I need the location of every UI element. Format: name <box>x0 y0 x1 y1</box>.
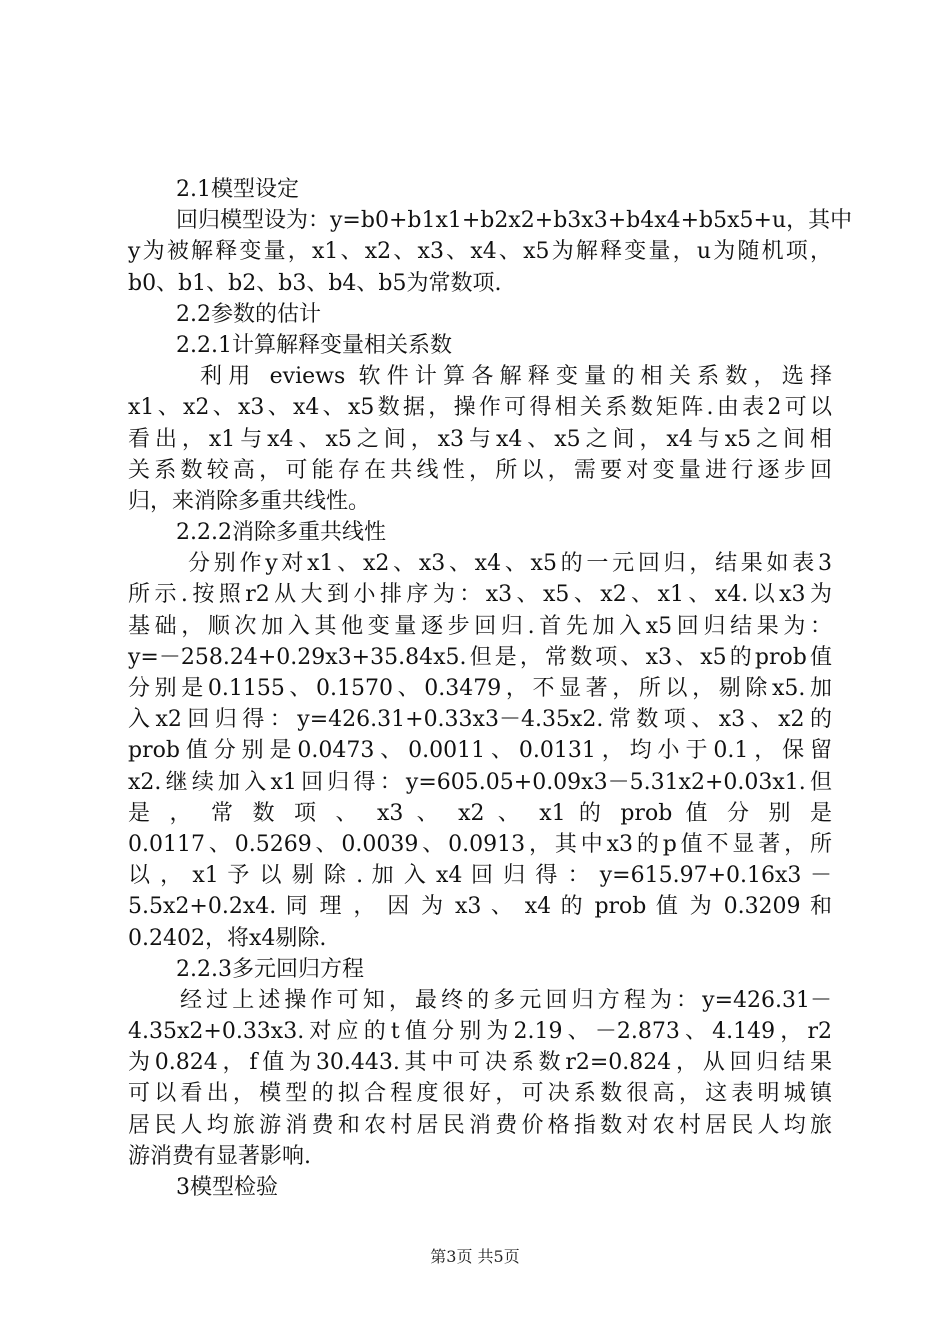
paragraph-line: 关系数较高，可能存在共线性，所以，需要对变量进行逐步回 <box>128 457 832 483</box>
section-heading-2-2-3: 2.2.3多元回归方程 <box>176 956 364 982</box>
section-heading-2-2-2: 2.2.2消除多重共线性 <box>176 520 386 546</box>
paragraph-line: 4.35x2+0.33x3.对应的t值分别为2.19、－2.873、4.149，r2 <box>128 1019 832 1045</box>
page-number-footer: 第3页 共5页 <box>430 1247 520 1266</box>
paragraph-line: 游消费有显著影响. <box>128 1143 311 1169</box>
paragraph-line: 所示.按照r2从大到小排序为：x3、x5、x2、x1、x4.以x3为 <box>128 582 832 608</box>
paragraph-line: x1、x2、x3、x4、x5数据，操作可得相关系数矩阵.由表2可以 <box>128 395 832 421</box>
paragraph-line: y=－258.24+0.29x3+35.84x5.但是，常数项、x3、x5的prob值 <box>128 644 832 670</box>
paragraph-line: 回归模型设为：y=b0+b1x1+b2x2+b3x3+b4x4+b5x5+u，其中 <box>176 208 853 234</box>
paragraph-line: 分别是0.1155、0.1570、0.3479，不显著，所以，剔除x5.加 <box>128 676 832 701</box>
paragraph-line: 基础，顺次加入其他变量逐步回归.首先加入x5回归结果为： <box>128 613 832 639</box>
paragraph-line: 经过上述操作可知，最终的多元回归方程为：y=426.31－ <box>180 987 832 1013</box>
paragraph-line: y为被解释变量，x1、x2、x3、x4、x5为解释变量，u为随机项， <box>128 239 832 265</box>
document-body <box>128 174 853 1203</box>
paragraph-line: 是 ， 常 数 项 、 x3 、 x2 、 x1 的 prob 值 分 别 是 <box>128 800 832 826</box>
paragraph-line: b0、b1、b2、b3、b4、b5为常数项. <box>128 270 502 296</box>
section-heading-2-2-1: 2.2.1计算解释变量相关系数 <box>176 332 452 358</box>
paragraph-line: 居民人均旅游消费和农村居民消费价格指数对农村居民人均旅 <box>128 1112 832 1138</box>
section-heading-2-2: 2.2参数的估计 <box>176 301 321 327</box>
paragraph-line: 0.2402，将x4剔除. <box>128 925 327 951</box>
paragraph-line: 以 ， x1 予 以 剔 除 . 加 入 x4 回 归 得 ： y=615.97+0.16x3 － <box>128 863 832 889</box>
paragraph-line: 0.0117、0.5269、0.0039、0.0913，其中x3的p值不显著，所 <box>128 831 832 857</box>
paragraph-line: 入x2回归得：y=426.31+0.33x3－4.35x2.常数项、x3、x2的 <box>128 707 832 733</box>
paragraph-line: 看出，x1与x4、x5之间，x3与x4、x5之间，x4与x5之间相 <box>128 426 832 452</box>
section-heading-2-1: 2.1模型设定 <box>176 177 299 202</box>
paragraph-line: x2.继续加入x1回归得：y=605.05+0.09x3－5.31x2+0.03x1.但 <box>128 769 832 795</box>
paragraph-line: 为0.824，f值为30.443.其中可决系数r2=0.824，从回归结果 <box>128 1050 832 1076</box>
paragraph-line: 归，来消除多重共线性。 <box>128 488 371 514</box>
paragraph-line: prob值分别是0.0473、0.0011、0.0131，均小于0.1，保留 <box>128 738 832 764</box>
section-heading-3: 3模型检验 <box>176 1175 278 1200</box>
paragraph-line: 利用 eviews 软件计算各解释变量的相关系数，选择 <box>200 364 832 390</box>
paragraph-line: 分别作y对x1、x2、x3、x4、x5的一元回归，结果如表3 <box>188 551 832 577</box>
paragraph-line: 可以看出，模型的拟合程度很好，可决系数很高，这表明城镇 <box>128 1081 832 1107</box>
paragraph-line: 5.5x2+0.2x4. 同 理 ， 因 为 x3 、 x4 的 prob 值 为 0.3209 和 <box>128 894 832 920</box>
